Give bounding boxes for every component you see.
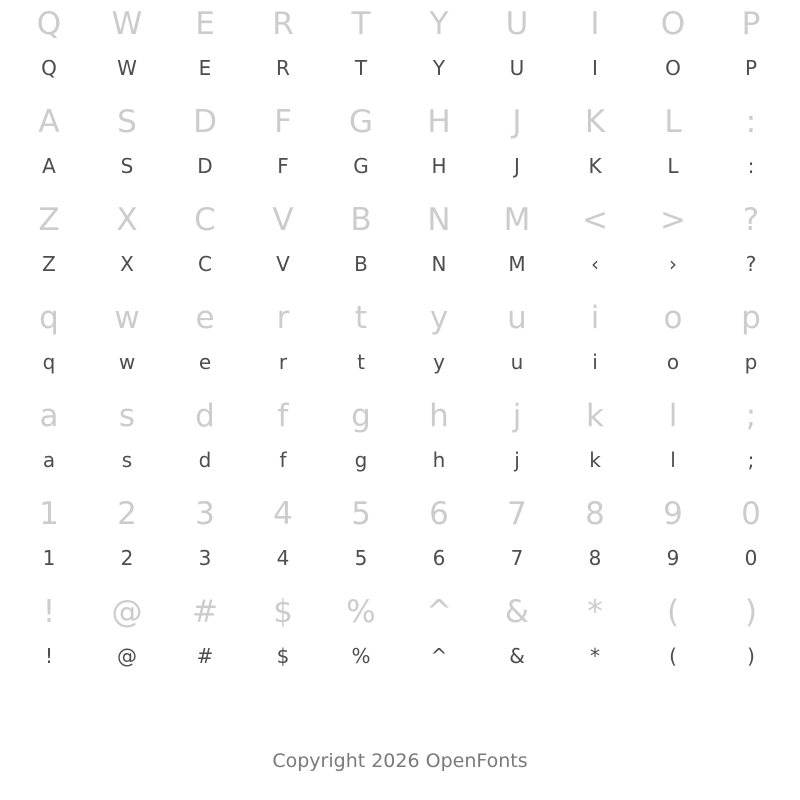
glyph-cell: S (120, 154, 134, 178)
glyph-cell: 2 (117, 495, 137, 532)
glyph-cell: 1 (42, 546, 56, 570)
glyph-cell: N (427, 201, 451, 238)
glyph-cell: 9 (666, 546, 680, 570)
glyph-cell: * (590, 644, 600, 668)
glyph-cell: % (346, 593, 376, 630)
glyph-cell: p (741, 299, 761, 336)
glyph-cell: W (111, 5, 143, 42)
glyph-cell: 3 (198, 546, 212, 570)
glyph-cell: T (351, 5, 371, 42)
glyph-cell: r (276, 299, 290, 336)
glyph-cell: a (39, 397, 59, 434)
glyph-cell: B (350, 201, 372, 238)
glyph-cell: V (276, 252, 290, 276)
glyph-cell: ; (747, 448, 755, 472)
glyph-row-group (10, 588, 790, 686)
glyph-cell: e (198, 350, 212, 374)
glyph-row-small (10, 244, 790, 284)
glyph-cell: J (512, 103, 522, 140)
glyph-cell: y (433, 350, 445, 374)
glyph-cell: j (512, 397, 522, 434)
glyph-cell: C (198, 252, 212, 276)
glyph-cell: k (586, 397, 604, 434)
glyph-cell: 1 (39, 495, 59, 532)
glyph-cell: ? (742, 201, 760, 238)
glyph-cell: I (592, 56, 598, 80)
glyph-cell: s (121, 448, 133, 472)
glyph-cell: K (588, 154, 602, 178)
glyph-cell: W (117, 56, 137, 80)
glyph-row-small (10, 440, 790, 480)
glyph-cell: ? (745, 252, 757, 276)
glyph-cell: H (431, 154, 447, 178)
glyph-cell: ) (744, 593, 758, 630)
glyph-row-large (10, 98, 790, 146)
glyph-cell: J (514, 154, 520, 178)
glyph-cell: ; (745, 397, 757, 434)
glyph-cell: O (665, 56, 681, 80)
glyph-row-large (10, 392, 790, 440)
glyph-cell: i (592, 350, 598, 374)
glyph-cell: @ (117, 644, 137, 668)
glyph-row-small (10, 342, 790, 382)
glyph-cell: V (272, 201, 294, 238)
glyph-row-group (10, 294, 790, 392)
glyph-row-large (10, 196, 790, 244)
glyph-cell: f (277, 397, 289, 434)
glyph-cell: P (744, 56, 758, 80)
glyph-cell: E (195, 5, 215, 42)
glyph-cell: B (354, 252, 368, 276)
glyph-cell: H (427, 103, 451, 140)
glyph-cell: : (745, 103, 757, 140)
glyph-cell: w (114, 299, 140, 336)
glyph-cell: M (503, 201, 531, 238)
glyph-cell: N (431, 252, 447, 276)
glyph-cell: & (504, 593, 530, 630)
glyph-cell: r (278, 350, 288, 374)
glyph-cell: p (744, 350, 758, 374)
glyph-cell: Y (429, 5, 449, 42)
glyph-cell: u (507, 299, 527, 336)
glyph-cell: 2 (120, 546, 134, 570)
glyph-cell: ^ (430, 644, 448, 668)
glyph-cell: q (42, 350, 56, 374)
glyph-cell: g (351, 397, 371, 434)
glyph-row-small (10, 146, 790, 186)
glyph-cell: G (353, 154, 369, 178)
glyph-row-group (10, 392, 790, 490)
glyph-cell: d (195, 397, 215, 434)
glyph-cell: X (116, 201, 138, 238)
glyph-cell: D (197, 154, 213, 178)
glyph-cell: 7 (510, 546, 524, 570)
glyph-cell: # (196, 644, 214, 668)
glyph-cell: F (277, 154, 289, 178)
glyph-cell: U (509, 56, 525, 80)
glyph-cell: 7 (507, 495, 527, 532)
glyph-cell: Q (36, 5, 62, 42)
glyph-row-large (10, 588, 790, 636)
glyph-cell: ) (747, 644, 755, 668)
glyph-cell: Z (38, 201, 60, 238)
glyph-cell: ‹ (591, 252, 599, 276)
glyph-cell: L (664, 103, 682, 140)
copyright-notice: Copyright 2026 OpenFonts (272, 750, 528, 772)
glyph-cell: 5 (354, 546, 368, 570)
glyph-cell: g (354, 448, 368, 472)
glyph-cell: O (660, 5, 686, 42)
glyph-cell: y (429, 299, 449, 336)
glyph-cell: u (510, 350, 524, 374)
glyph-cell: 4 (276, 546, 290, 570)
glyph-cell: < (582, 201, 608, 238)
glyph-row-small (10, 636, 790, 676)
glyph-cell: C (194, 201, 216, 238)
glyph-row-small (10, 48, 790, 88)
glyph-cell: 4 (273, 495, 293, 532)
glyph-cell: k (589, 448, 601, 472)
glyph-cell: T (354, 56, 368, 80)
glyph-cell: M (508, 252, 526, 276)
glyph-cell: › (669, 252, 677, 276)
glyph-cell: > (660, 201, 686, 238)
glyph-cell: ^ (426, 593, 452, 630)
glyph-cell: K (584, 103, 606, 140)
glyph-row-small (10, 538, 790, 578)
glyph-cell: I (590, 5, 600, 42)
glyph-cell: 0 (744, 546, 758, 570)
glyph-cell: e (195, 299, 215, 336)
glyph-cell: * (587, 593, 603, 630)
glyph-cell: U (505, 5, 529, 42)
glyph-cell: L (667, 154, 679, 178)
glyph-cell: ! (44, 644, 54, 668)
glyph-cell: ( (666, 593, 680, 630)
glyph-cell: w (118, 350, 136, 374)
glyph-cell: A (42, 154, 56, 178)
glyph-cell: P (741, 5, 761, 42)
glyph-cell: ( (669, 644, 677, 668)
glyph-cell: $ (273, 593, 293, 630)
glyph-cell: h (432, 448, 446, 472)
glyph-cell: R (276, 56, 290, 80)
glyph-cell: q (39, 299, 59, 336)
glyph-cell: l (668, 397, 678, 434)
glyph-row-group (10, 0, 790, 98)
glyph-cell: h (429, 397, 449, 434)
glyph-cell: 6 (432, 546, 446, 570)
glyph-cell: # (192, 593, 218, 630)
glyph-cell: S (117, 103, 137, 140)
glyph-cell: f (279, 448, 287, 472)
glyph-cell: o (666, 350, 680, 374)
glyph-cell: Y (432, 56, 446, 80)
glyph-row-large (10, 294, 790, 342)
glyph-cell: E (198, 56, 212, 80)
glyph-row-large (10, 0, 790, 48)
glyph-cell: : (747, 154, 755, 178)
glyph-cell: s (118, 397, 136, 434)
glyph-cell: i (590, 299, 600, 336)
glyph-cell: $ (276, 644, 290, 668)
glyph-cell: 3 (195, 495, 215, 532)
glyph-cell: l (670, 448, 676, 472)
glyph-cell: 8 (585, 495, 605, 532)
glyph-cell: ! (42, 593, 56, 630)
glyph-cell: @ (111, 593, 143, 630)
glyph-cell: j (514, 448, 520, 472)
glyph-row-group (10, 98, 790, 196)
glyph-cell: 0 (741, 495, 761, 532)
glyph-cell: & (509, 644, 525, 668)
glyph-cell: % (351, 644, 371, 668)
glyph-cell: Q (41, 56, 57, 80)
glyph-cell: t (357, 350, 365, 374)
glyph-cell: t (354, 299, 368, 336)
glyph-cell: R (272, 5, 294, 42)
glyph-cell: G (348, 103, 374, 140)
glyph-cell: d (198, 448, 212, 472)
glyph-cell: F (274, 103, 292, 140)
glyph-cell: D (193, 103, 217, 140)
glyph-cell: 9 (663, 495, 683, 532)
glyph-row-group (10, 490, 790, 588)
glyph-cell: Z (42, 252, 56, 276)
glyph-cell: 8 (588, 546, 602, 570)
glyph-cell: X (120, 252, 134, 276)
glyph-cell: A (38, 103, 60, 140)
glyph-cell: o (663, 299, 683, 336)
glyph-row-group (10, 196, 790, 294)
glyph-cell: 5 (351, 495, 371, 532)
glyph-cell: a (42, 448, 56, 472)
glyph-cell: 6 (429, 495, 449, 532)
glyph-row-large (10, 490, 790, 538)
